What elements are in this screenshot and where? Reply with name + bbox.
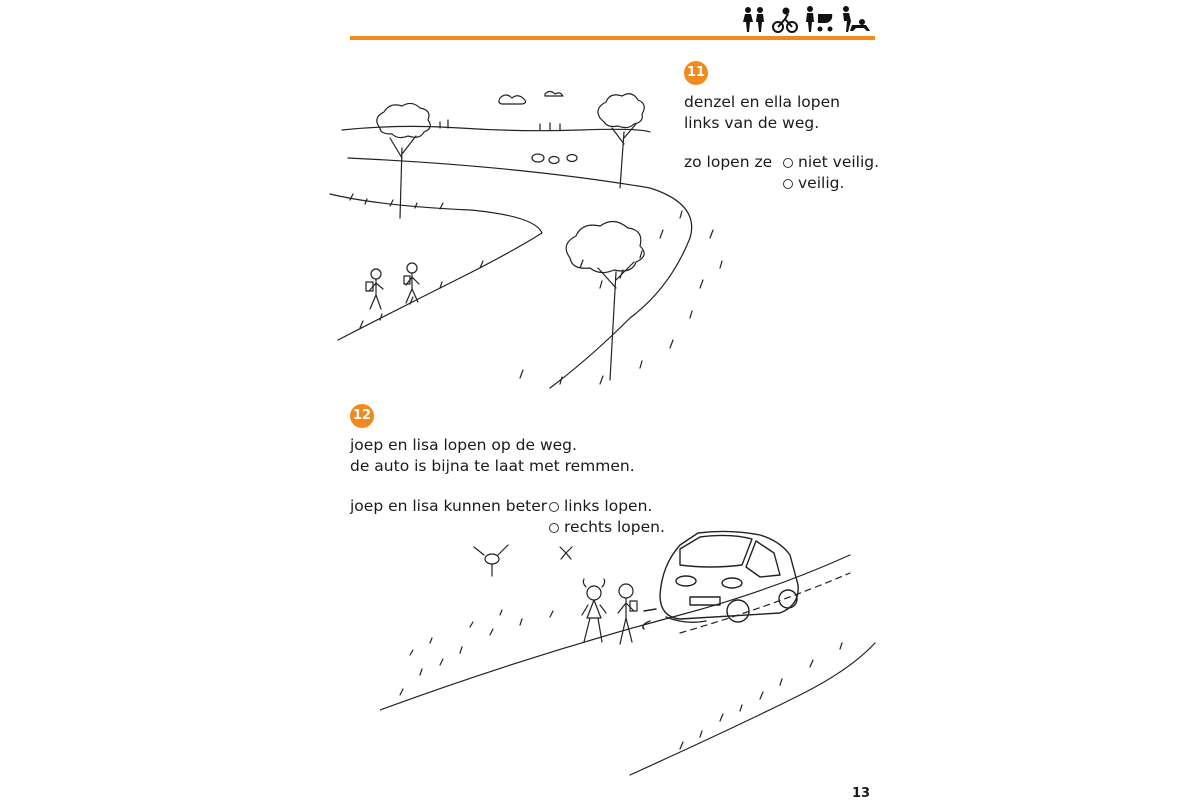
option-label: rechts lopen. xyxy=(564,518,665,536)
page-number: 13 xyxy=(852,786,871,801)
child-figure-denzel xyxy=(366,269,383,309)
radio-icon[interactable] xyxy=(783,179,793,189)
crawling-child-icon xyxy=(843,6,870,32)
exercise-12-line1: joep en lisa lopen op de weg. xyxy=(350,436,577,454)
children-walking-icon xyxy=(743,7,764,32)
exercise-12-number: 12 xyxy=(352,408,372,423)
exercise-11-line1: denzel en ella lopen xyxy=(684,93,840,111)
child-figure-joep xyxy=(618,584,637,644)
exercise-12-option-links-lopen[interactable] xyxy=(549,496,652,517)
bird-figure xyxy=(474,545,508,576)
butterfly-figure xyxy=(560,547,572,559)
exercise-11-question: zo lopen ze xyxy=(684,153,773,171)
illustration-country-road xyxy=(320,88,740,400)
exercise-11-option-veilig[interactable] xyxy=(783,173,844,194)
option-label: links lopen. xyxy=(564,497,653,515)
header-pictograms xyxy=(740,4,875,34)
illustration-car-braking xyxy=(380,525,880,780)
option-label: niet veilig. xyxy=(798,153,880,171)
radio-icon[interactable] xyxy=(783,158,793,168)
exercise-11-line2: links van de weg. xyxy=(684,114,820,132)
child-figure-lisa xyxy=(582,579,606,642)
header-rule xyxy=(350,36,875,40)
exercise-12-question: joep en lisa kunnen beter xyxy=(350,497,548,515)
exercise-11-number: 11 xyxy=(686,65,706,80)
car-figure xyxy=(643,531,798,629)
radio-icon[interactable] xyxy=(549,502,559,512)
exercise-11-badge xyxy=(684,61,708,85)
exercise-11-option-niet-veilig[interactable] xyxy=(783,152,879,173)
exercise-12-line2: de auto is bijna te laat met remmen. xyxy=(350,457,635,475)
child-figure-ella xyxy=(404,263,419,303)
stroller-icon xyxy=(806,6,833,32)
exercise-12-badge xyxy=(350,404,374,428)
cyclist-icon xyxy=(773,9,797,33)
option-label: veilig. xyxy=(798,174,845,192)
